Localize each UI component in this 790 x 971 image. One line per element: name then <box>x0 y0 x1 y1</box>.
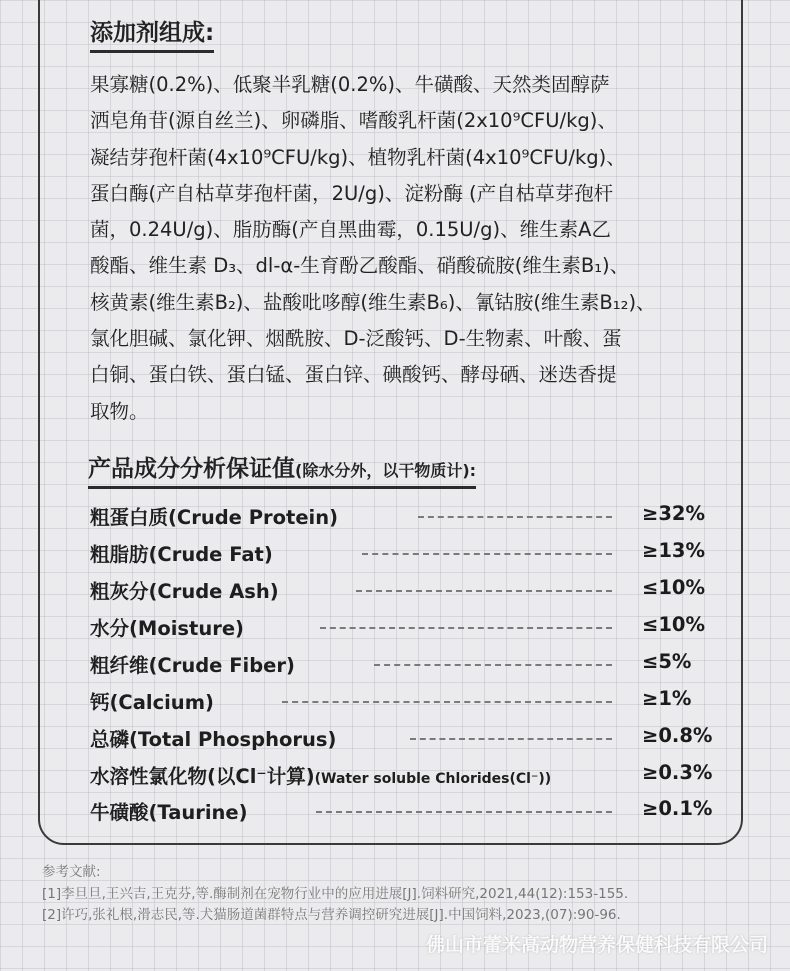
additives-list <box>90 67 720 430</box>
company-watermark: 佛山市蕾米高动物营养保健科技有限公司 <box>425 934 768 956</box>
row-label: 水分(Moisture) <box>90 617 244 640</box>
analysis-subtitle: (除水分外，以干物质计): <box>295 461 477 480</box>
analysis-row <box>90 502 720 532</box>
analysis-row <box>90 724 720 754</box>
dotted-leader <box>356 590 612 592</box>
row-value: ≥0.8% <box>642 724 713 747</box>
row-label: 水溶性氯化物(以Cl⁻计算)(Water soluble Chlorides(Cl⁻)) <box>90 765 552 788</box>
additives-line: 酸酯、维生素 D₃、dl-α-生育酚乙酸酯、硝酸硫胺(维生素B₁)、 <box>90 254 630 278</box>
dotted-leader <box>362 553 612 555</box>
row-value: ≥0.3% <box>642 761 713 784</box>
analysis-row <box>90 797 720 827</box>
additives-line: 氯化胆碱、氯化钾、烟酰胺、D-泛酸钙、D-生物素、叶酸、蛋 <box>90 327 622 351</box>
row-label: 总磷(Total Phosphorus) <box>90 728 337 751</box>
analysis-title-main: 产品成分分析保证值 <box>88 456 295 482</box>
row-label: 粗脂肪(Crude Fat) <box>90 543 273 566</box>
references-heading: 参考文献: <box>42 864 101 880</box>
references <box>42 862 628 927</box>
dotted-leader <box>418 516 612 518</box>
row-value: ≥1% <box>642 687 692 710</box>
additives-title: 添加剂组成: <box>90 14 214 53</box>
row-label: 粗纤维(Crude Fiber) <box>90 654 295 677</box>
row-label: 粗灰分(Crude Ash) <box>90 580 279 603</box>
additives-line: 果寡糖(0.2%)、低聚半乳糖(0.2%)、牛磺酸、天然类固醇萨 <box>90 73 610 96</box>
dotted-leader <box>316 811 612 813</box>
row-value: ≥32% <box>642 502 706 525</box>
additives-line: 白铜、蛋白铁、蛋白锰、蛋白锌、碘酸钙、酵母硒、迷迭香提 <box>90 363 617 387</box>
row-label: 牛磺酸(Taurine) <box>90 801 248 824</box>
analysis-row <box>90 761 720 791</box>
row-value: ≤10% <box>642 613 706 636</box>
dotted-leader <box>410 738 612 740</box>
analysis-row <box>90 687 720 717</box>
dotted-leader <box>282 701 612 703</box>
additives-line: 菌，0.24U/g)、脂肪酶(产自黑曲霉，0.15U/g)、维生素A乙 <box>90 218 611 242</box>
analysis-row <box>90 613 720 643</box>
reference-item: [2]许巧,张礼根,滑志民,等.犬猫肠道菌群特点与营养调控研究进展[J].中国饲料,2023,(07):90-96. <box>42 907 621 923</box>
reference-item: [1]李旦旦,王兴吉,王克芬,等.酶制剂在宠物行业中的应用进展[J].饲料研究,2021,44(12):153-155. <box>42 885 629 902</box>
row-value: ≤5% <box>642 650 692 673</box>
analysis-row <box>90 576 720 606</box>
row-value: ≥13% <box>642 539 706 562</box>
additives-line: 取物。 <box>90 399 149 423</box>
row-label: 钙(Calcium) <box>90 691 214 714</box>
row-value: ≥0.1% <box>642 797 713 820</box>
analysis-title <box>88 450 476 489</box>
row-value: ≤10% <box>642 576 706 599</box>
dotted-leader <box>320 627 612 629</box>
dotted-leader <box>374 664 612 666</box>
analysis-row <box>90 539 720 569</box>
additives-line: 凝结芽孢杆菌(4x10⁹CFU/kg)、植物乳杆菌(4x10⁹CFU/kg)、 <box>90 145 626 169</box>
row-label: 粗蛋白质(Crude Protein) <box>90 506 339 529</box>
additives-line: 蛋白酶(产自枯草芽孢杆菌，2U/g)、淀粉酶 (产自枯草芽孢杆 <box>90 181 614 205</box>
additives-line: 洒皂角苷(源自丝兰)、卵磷脂、嗜酸乳杆菌(2x10⁹CFU/kg)、 <box>90 109 617 133</box>
analysis-row <box>90 650 720 680</box>
additives-line: 核黄素(维生素B₂)、盐酸吡哆醇(维生素B₆)、氰钴胺(维生素B₁₂)、 <box>90 290 656 314</box>
